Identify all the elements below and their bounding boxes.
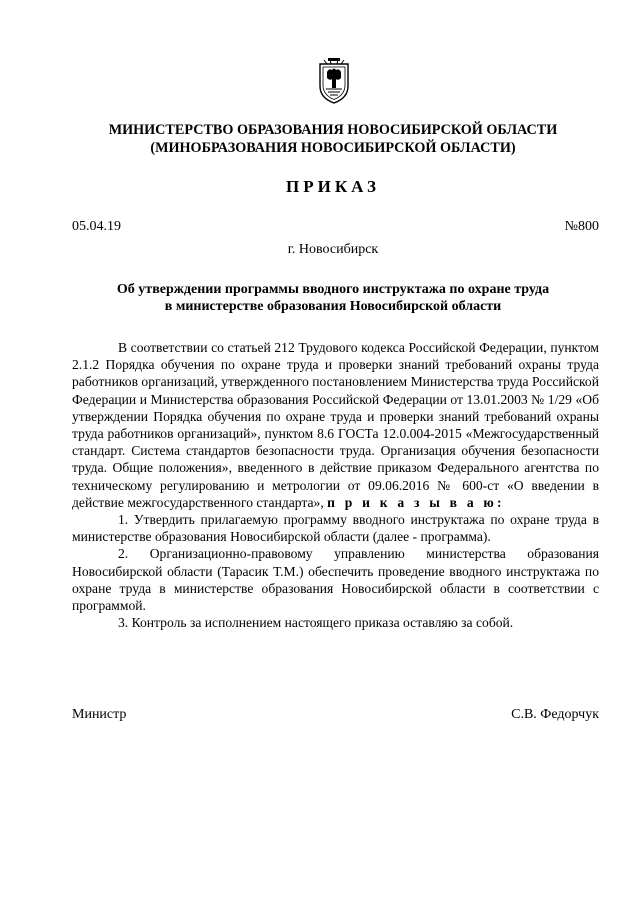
order-subject (70, 281, 596, 315)
order-subject-line: Об утверждении программы вводного инструктажа по охране труда (116, 282, 550, 297)
signer-position: Министр (72, 707, 127, 722)
ministry-short-name: (МИНОБРАЗОВАНИЯ НОВОСИБИРСКОЙ ОБЛАСТИ) (150, 140, 516, 156)
order-number: №800 (564, 219, 599, 234)
order-item: 2. Организационно-правовому управлению министерства образования Новосибирской области (Тарасик Т.М.) обеспечить проведение вводного инструктажа по охране труда в министерстве образования Новосибирской области в соответствии с программой. (72, 546, 599, 614)
order-city: г. Новосибирск (287, 242, 379, 257)
order-date: 05.04.19 (72, 219, 121, 234)
ministry-name: МИНИСТЕРСТВО ОБРАЗОВАНИЯ НОВОСИБИРСКОЙ ОБЛАСТИ (108, 122, 558, 138)
order-item: 3. Контроль за исполнением настоящего приказа оставляю за собой. (118, 615, 514, 631)
ministry-header (70, 121, 596, 157)
signer-name: С.В. Федорчук (511, 707, 599, 722)
document-type-title: ПРИКАЗ (286, 177, 380, 196)
coat-of-arms-icon (316, 58, 352, 104)
order-directive-word: п р и к а з ы в а ю: (327, 494, 505, 510)
order-preamble (72, 339, 599, 511)
order-item: 1. Утвердить прилагаемую программу вводного инструктажа по охране труда в министерстве образования Новосибирской области (далее - программа). (72, 512, 599, 545)
order-body (72, 339, 599, 631)
preamble-text: В соответствии со статьей 212 Трудового кодекса Российской Федерации, пунктом 2.1.2 Порядка обучения по охране труда и проверки знаний требований охраны труда работников организаций, утвержденного постановлением Министерства труда Российской Федерации и Министерства образования Российской Федерации от 13.01.2003 № 1/29 «Об утверждении Порядка обучения по охране труда и проверки знаний требований охраны труда работников организаций», пунктом 8.6 ГОСТа 12.0.004-2015 «Межгосударственный стандарт. Система стандартов безопасности труда. Организация обучения безопасности труда. Общие положения», введенного в действие приказом Федерального агентства по техническому регулированию и метрологии от 09.06.2016 № 600-ст «О введении в действие межгосударственного стандарта», (72, 340, 599, 510)
order-subject-line: в министерстве образования Новосибирской области (164, 299, 502, 314)
